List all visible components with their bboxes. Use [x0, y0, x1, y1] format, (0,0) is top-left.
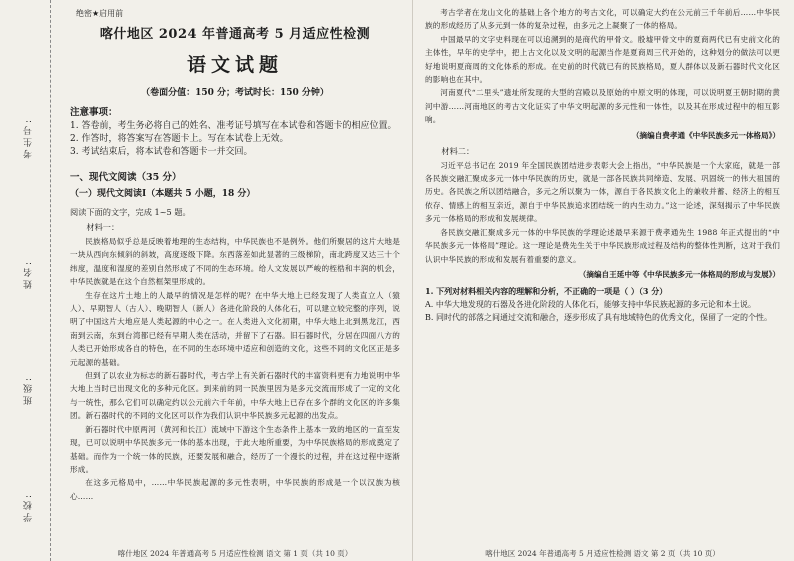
- notice-title: 注意事项：: [70, 107, 118, 118]
- source-citation: （摘编自王延中等《中华民族多元一体格局的形成与发展》）: [578, 269, 780, 279]
- passage-paragraph: 考古学者在龙山文化的基础上各个地方的考古文化，可以确定大约在公元前三千年前后……中华民族的形成经历了从多元到一体的复杂过程，由多元之上凝聚了一体的格局。: [425, 8, 780, 31]
- reading-instruction: 阅读下面的文字，完成 1~5 题。: [70, 207, 191, 217]
- passage-paragraph: 在这多元格局中，……中华民族起源的多元性表明，中华民族的形成是一个以汉族为核心……: [70, 478, 400, 501]
- notice-item: 3. 考试结束后，将本试卷和答题卡一并交回。: [70, 147, 253, 157]
- page-divider: [412, 0, 413, 561]
- material-label: 材料一：: [86, 222, 120, 232]
- notice-item: 2. 作答时，将答案写在答题卡上。写在本试卷上无效。: [70, 134, 289, 144]
- passage-paragraph: 生存在这片土地上的人最早的情况是怎样的呢？在中华大地上已经发现了人类直立人（猿人）、早期智人（古人）、晚期智人（新人）各进化阶段的人体化石，可以建立较完整的序列，说明了中国这片大地应是人类起源的中心之一。在人类进入文化初期，中华大地上北到黑龙江，西南到云南，东到台湾都已经有早期人类在活动，并留下了石器。旧石器时代，分居在四面八方的人类已开始形成各自的特色，在不同的生态环境中适应和创造的文化，这些不同的文化区正是多元起源的基础。: [70, 290, 400, 367]
- page-footer: 喀什地区 2024 年普通高考 5 月适应性检测 语文 第 1 页（共 10 页）: [117, 549, 353, 558]
- passage-paragraph: 习近平总书记在 2019 年全国民族团结进步表彰大会上指出，“中华民族是一个大家庭，就是一部各民族交融汇聚成多元一体中华民族的历史，就是一部各民族共同缔造、发展、巩固统一的伟大祖国的历史。各民族之所以团结融合，多元之所以聚为一体，源自于各民族文化上的兼收并蓄、经济上的相互依存、情感上的相互亲近，源自于中华民族追求团结统一的内生动力。”这一论述，深刻揭示了中华民族多元一体格局的形成和发展规律。: [425, 160, 780, 224]
- passage-paragraph: 中国最早的文字史料现在可以追溯到的是商代的甲骨文。殷墟甲骨文中的夏商两代已有史前文化的主体性，早年的史学中，把上古文化以及文明的起源当作是夏商周三代开始的，这种划分的做法可以更好地说明夏商周的文化体系的形成。在史前的时代就已有的民族格局，夏人群体以及新石器时代文化区的影响也在其中。: [425, 34, 780, 85]
- exam-title: 喀什地区 2024 年普通高考 5 月适应性检测: [99, 27, 371, 42]
- section-title: 一、现代文阅读（35 分）: [70, 172, 182, 183]
- answer-option: A. 中华大地发现的石器及各进化阶段的人体化石，能够支持中华民族起源的多元论和本土说。: [425, 299, 756, 309]
- name-label: 姓 名 :: [24, 262, 34, 289]
- answer-option: B. 同时代的部落之间通过交流和融合，逐步形成了具有地域特色的优秀文化，保留了一定的个性。: [425, 312, 772, 322]
- notice-item: 1. 答卷前，考生务必将自己的姓名、准考证号填写在本试卷和答题卡的相应位置。: [70, 121, 397, 131]
- class-label: 班 级 :: [24, 378, 34, 405]
- passage-paragraph: 新石器时代中原两河（黄河和长江）流域中下游这个生态条件上基本一致的地区的一直至发现，已可以说明中华民族多元一体的基本出现，于此大地所重要，为中华民族格局的形成奠定了基础。而作为一个统一体的民族，还要发展和融合，经历了一个漫长的过程，并在这过程中逐渐形成。: [70, 424, 400, 474]
- confidential-mark: 绝密★启用前: [76, 9, 124, 18]
- page-footer: 喀什地区 2024 年普通高考 5 月适应性检测 语文 第 2 页（共 10 页）: [485, 549, 720, 558]
- passage-paragraph: 但到了以农业为标志的新石器时代，考古学上有关新石器时代的丰富资料更有力地说明中华大地上当时已出现文化的多种元化区。到来前的同一民族里因为是多元交流而形成了一定的文化与一统性，那么它们可以确定约以公元前六千年前，中华大地上已存在多个群的文化区的许多集团。新石器时代的不同的文化区可以作为我们认识中华民族多元起源的出发点。: [70, 371, 400, 421]
- source-citation: （摘编自费孝通《中华民族多元一体格局》）: [631, 130, 780, 140]
- binding-margin: [18, 0, 46, 561]
- question-stem: 1. 下列对材料相关内容的理解和分析，不正确的一项是（ ）（3 分）: [425, 285, 668, 296]
- exam-number-label: 考 生 号 :: [24, 120, 34, 159]
- exam-meta: （卷面分值：150 分；考试时长：150 分钟）: [141, 88, 329, 98]
- subject-title: 语文试题: [186, 54, 283, 76]
- material-label: 材料二：: [441, 145, 475, 156]
- school-label: 学 校 :: [24, 495, 34, 522]
- binding-line: [50, 0, 51, 561]
- subsection-title: （一）现代文阅读Ⅰ（本题共 5 小题，18 分）: [70, 189, 256, 199]
- passage-paragraph: 各民族交融汇聚成多元一体的中华民族的学理论述最早来源于费孝通先生 1988 年正式提出的“中华民族多元一体格局”理论。这一理论是费先生关于中华民族形成过程及结构的整体性判断，这对于我们认识中华民族的形成和发展有着重要的意义。: [425, 227, 780, 264]
- passage-paragraph: 河南夏代“二里头”遗址所发现的大型的宫殿以及原始的中原文明的体现，可以说明夏王朝时期的黄河中游……河南地区的考古文化证实了中华文明起源的多元性和一体性，以及其在形成过程中的相互影响。: [425, 88, 780, 125]
- passage-paragraph: 民族格局似乎总是反映着地理的生态结构，中华民族也不是例外。他们所聚居的这片大地是一块从西向东倾斜的斜坡，高度逐级下降。东西落差如此显著的三级梯阶，南北跨度又达三十个纬度，温度和湿度的差别自然形成了不同的生态环境。给人文发展以严峻的桎梏和丰润的机会，中华民族就是在这个自然框架里形成的。: [70, 237, 400, 287]
- page-two: [425, 6, 780, 551]
- page-one: [70, 6, 400, 551]
